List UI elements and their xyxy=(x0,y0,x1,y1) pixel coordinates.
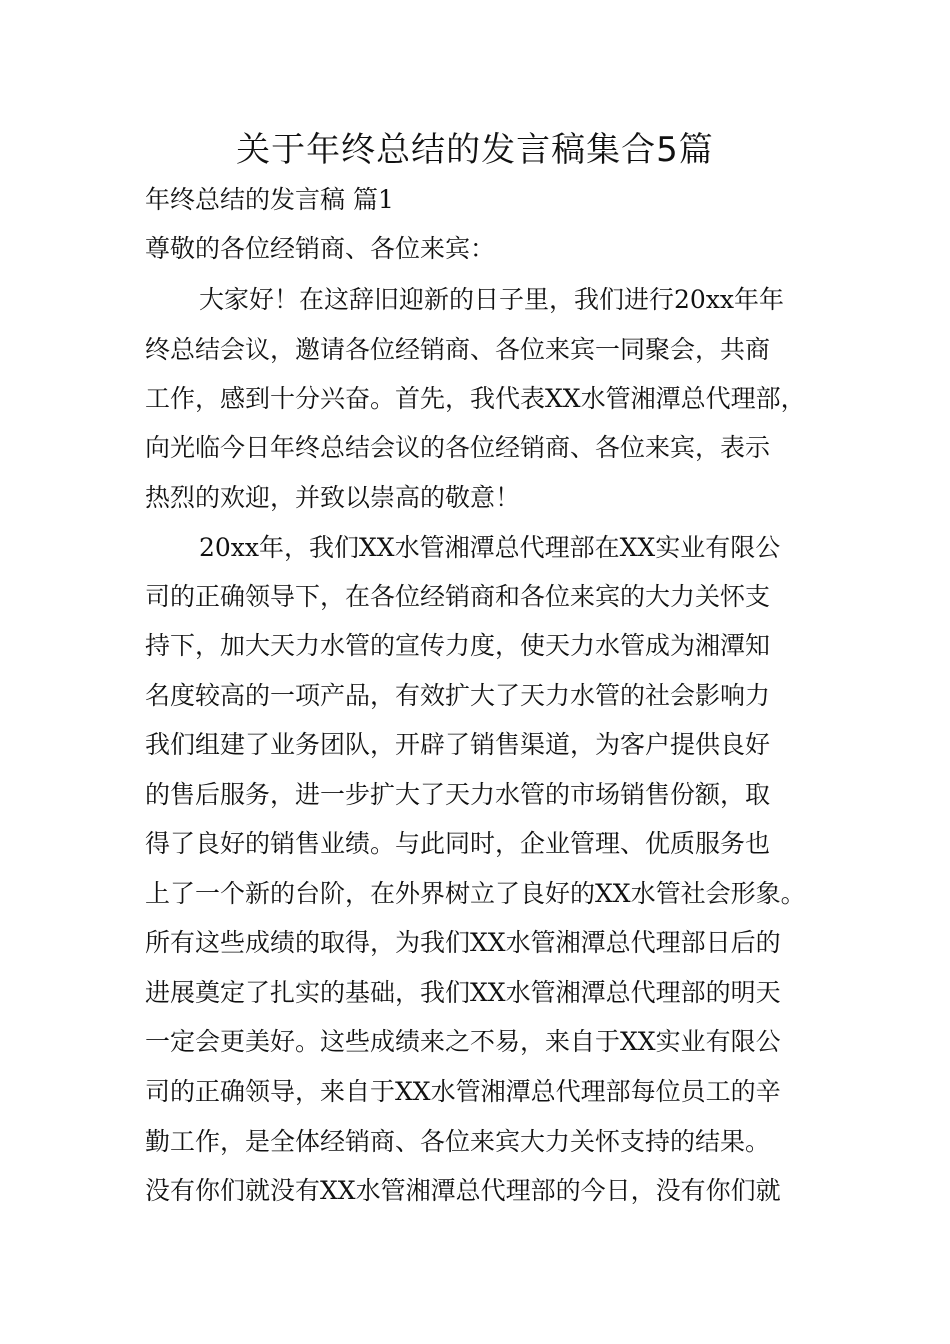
body-line: 20xx年，我们XX水管湘潭总代理部在XX实业有限公 xyxy=(199,533,781,562)
document-title: 关于年终总结的发言稿集合5篇 xyxy=(236,130,714,170)
salutation: 尊敬的各位经销商、各位来宾： xyxy=(145,234,496,263)
body-line: 进展奠定了扎实的基础，我们XX水管湘潭总代理部的明天 xyxy=(145,978,781,1007)
body-line: 司的正确领导，来自于XX水管湘潭总代理部每位员工的辛 xyxy=(145,1077,781,1106)
body-line: 我们组建了业务团队，开辟了销售渠道，为客户提供良好 xyxy=(145,730,771,759)
body-line: 大家好！在这辞旧迎新的日子里，我们进行20xx年年 xyxy=(199,285,785,314)
body-line: 所有这些成绩的取得，为我们XX水管湘潭总代理部日后的 xyxy=(145,928,781,957)
body-line: 得了良好的销售业绩。与此同时，企业管理、优质服务也 xyxy=(145,829,771,858)
body-line: 名度较高的一项产品，有效扩大了天力水管的社会影响力 xyxy=(145,681,771,710)
body-line: 热烈的欢迎，并致以崇高的敬意！ xyxy=(145,483,521,512)
body-line: 一定会更美好。这些成绩来之不易，来自于XX实业有限公 xyxy=(145,1027,781,1056)
body-line: 上了一个新的台阶，在外界树立了良好的XX水管社会形象。 xyxy=(145,879,806,908)
body-line: 勤工作，是全体经销商、各位来宾大力关怀支持的结果。 xyxy=(145,1127,771,1156)
body-line: 司的正确领导下，在各位经销商和各位来宾的大力关怀支 xyxy=(145,582,771,611)
body-line: 向光临今日年终总结会议的各位经销商、各位来宾，表示 xyxy=(145,433,771,462)
body-line: 持下，加大天力水管的宣传力度，使天力水管成为湘潭知 xyxy=(145,631,771,660)
body-line: 工作，感到十分兴奋。首先，我代表XX水管湘潭总代理部， xyxy=(145,384,806,413)
body-line: 终总结会议，邀请各位经销商、各位来宾一同聚会，共商 xyxy=(145,335,771,364)
body-line: 的售后服务，进一步扩大了天力水管的市场销售份额，取 xyxy=(145,780,771,809)
section-heading: 年终总结的发言稿 篇1 xyxy=(145,185,394,214)
body-line: 没有你们就没有XX水管湘潭总代理部的今日，没有你们就 xyxy=(145,1176,781,1205)
